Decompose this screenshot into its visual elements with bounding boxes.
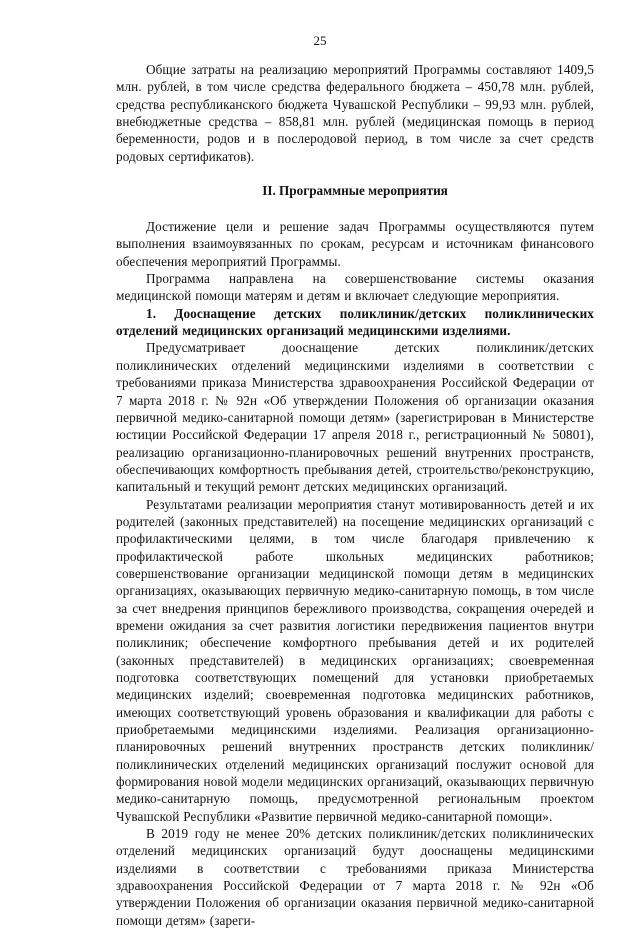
paragraph-results: Результатами реализации мероприятия станут мотивированность детей и их родителей (законных представителей) на посещение медицинских организаций с профилактическими целями, в том числе благодаря привлечению к профилактической работе школьных медицинских работников; совершенствование организации медицинской помощи детям в медицинских организациях, оказывающих первичную медико-санитарную помощь, в том числе за счет внедрения принципов бережливого производства, сокращения очередей и времени ожидания за счет развития логистики передвижения пациентов внутри поликлиник; обеспечение комфортного пребывания детей и их родителей (законных представителей) в медицинских организациях; своевременная подготовка соответствующих помещений для установки приобретаемых медицинских изделий; своевременная подготовка медицинских работников, имеющих соответствующий уровень образования и квалификации для работы с приобретаемыми медицинскими изделиями. Реализация организационно-планировочных решений внутренних пространств детских поликлиник/поликлинических отделений медицинских организаций послужит основой для формирования новой модели медицинских организаций, оказывающих первичную медико-санитарную помощь, предусмотренной региональным проектом Чувашской Республики «Развитие первичной медико-санитарной помощи». [116, 496, 594, 824]
paragraph-2019-target: В 2019 году не менее 20% детских поликлиник/детских поликлинических отделений медицинских организаций будут дооснащены медицинскими изделиями в соответствии с требованиями приказа Министерства здравоохранения Российской Федерации от 7 марта 2018 г. № 92н «Об утверждении Положения об организации оказания первичной медико-санитарной помощи детям» (зареги- [116, 826, 594, 928]
paragraph-equipment-provision: Предусматривает дооснащение детских поликлиник/детских поликлинических отделений медицинскими изделиями в соответствии с требованиями приказа Министерства здравоохранения Российской Федерации от 7 марта 2018 г. № 92н «Об утверждении Положения об организации оказания первичной медико-санитарной помощи детям» (зарегистрирован в Министерстве юстиции Российской Федерации 17 апреля 2018 г., регистрационный № 50801), реализацию организационно-планировочных решений внутренних пространств, обеспечивающих комфортность пребывания детей, строительство/реконструкцию, капитальный и текущий ремонт детских медицинских организаций. [116, 340, 594, 495]
document-body [116, 61, 594, 929]
paragraph-program-direction: Программа направлена на совершенствование системы оказания медицинской помощи матерям и детям и включает следующие мероприятия. [116, 271, 594, 304]
paragraph-goal-achievement: Достижение цели и решение задач Программы осуществляются путем выполнения взаимоувязанных по срокам, ресурсам и источникам финансового обеспечения мероприятий Программы. [116, 219, 594, 269]
page-number: 25 [313, 33, 327, 48]
paragraph-total-costs: Общие затраты на реализацию мероприятий Программы составляют 1409,5 млн. рублей, в том числе средства федерального бюджета – 450,78 млн. рублей, средства республиканского бюджета Чувашской Республики – 99,93 млн. рублей, внебюджетные средства – 858,81 млн. рублей (медицинская помощь в период беременности, родов и в послеродовой период, в том числе за счет средств родовых сертификатов). [116, 62, 594, 164]
section-heading: II. Программные мероприятия [262, 183, 448, 199]
measure-heading-1: 1. Дооснащение детских поликлиник/детских поликлинических отделений медицинских организаций медицинскими изделиями. [116, 305, 594, 339]
